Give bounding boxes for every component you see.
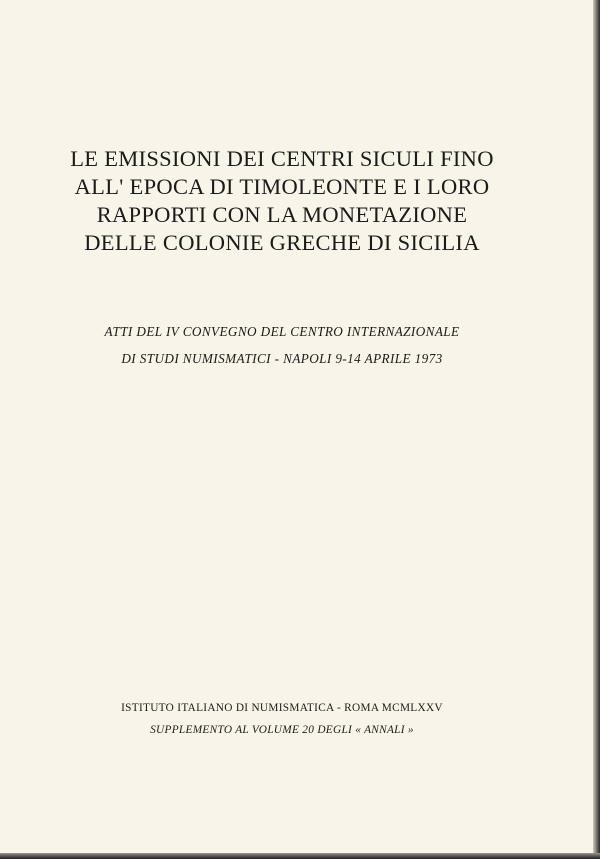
supplement-note: SUPPLEMENTO AL VOLUME 20 DEGLI « ANNALI » — [150, 724, 414, 736]
publisher-block — [0, 697, 564, 741]
page-edge-right — [593, 0, 600, 859]
page-edge-bottom — [0, 853, 600, 859]
subtitle-line: ATTI DEL IV CONVEGNO DEL CENTRO INTERNAZIONALE — [104, 324, 460, 339]
title-line: DELLE COLONIE GRECHE DI SICILIA — [84, 230, 480, 255]
book-title — [0, 145, 564, 257]
conference-subtitle — [0, 318, 564, 372]
title-line: LE EMISSIONI DEI CENTRI SICULI FINO — [70, 146, 494, 171]
subtitle-line: DI STUDI NUMISMATICI - NAPOLI 9-14 APRILE 1973 — [121, 351, 443, 366]
publisher: ISTITUTO ITALIANO DI NUMISMATICA - ROMA MCMLXXV — [121, 702, 443, 714]
title-line: ALL' EPOCA DI TIMOLEONTE E I LORO — [74, 174, 490, 199]
title-line: RAPPORTI CON LA MONETAZIONE — [96, 202, 468, 227]
